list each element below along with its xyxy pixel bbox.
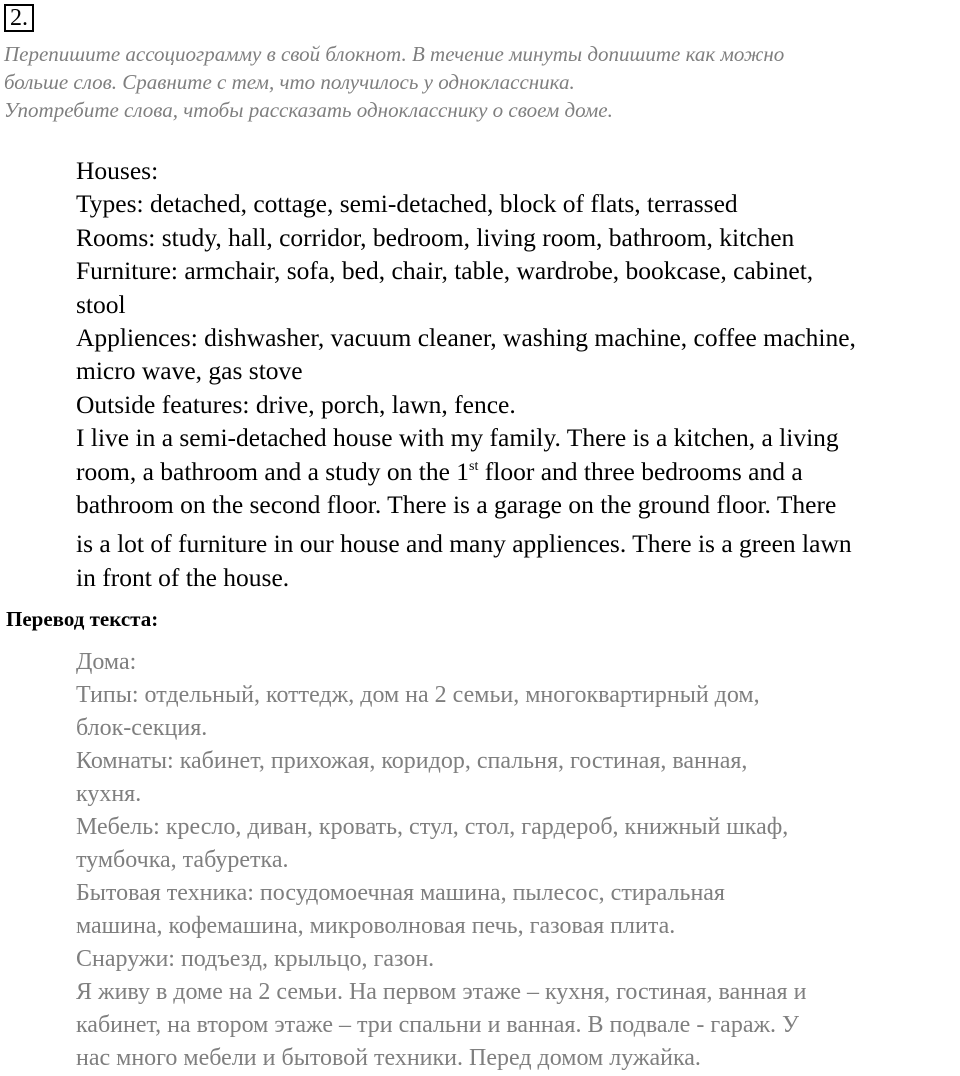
story-line: is a lot of furniture in our house and many appliences. There is a green lawn [76,529,852,559]
story-text: floor and three bedrooms and a [478,456,803,486]
translation-line: блок-секция. [76,715,208,741]
story-text: room, a bathroom and a study on the 1 [76,456,470,486]
translation-line: Мебель: кресло, диван, кровать, стул, стол, гардероб, книжный шкаф, [76,814,789,840]
russian-translation [76,646,960,1075]
translation-line: Дома: [76,649,137,675]
translation-line: Я живу в доме на 2 семьи. На первом этаже – кухня, гостиная, ванная и [76,979,807,1005]
appliances-line: Appliences: dishwasher, vacuum cleaner, washing machine, coffee machine, [76,323,856,353]
story-line: in front of the house. [76,562,290,592]
types-line: Types: detached, cottage, semi-detached, block of flats, terrassed [76,189,738,219]
translation-line: тумбочка, табуретка. [76,847,289,873]
translation-line: Снаружи: подъезд, крыльцо, газон. [76,946,435,972]
instruction-line: больше слов. Сравните с тем, что получилось у одноклассника. [4,70,575,94]
instruction-line: Перепишите ассоциограмму в свой блокнот. В течение минуты допишите как можно [4,42,785,66]
translation-line: Комнаты: кабинет, прихожая, коридор, спальня, гостиная, ванная, [76,748,748,774]
translation-line: машина, кофемашина, микроволновая печь, газовая плита. [76,913,676,939]
task-number-badge: 2. [4,4,34,32]
story-line [76,455,960,488]
instruction-line: Употребите слова, чтобы рассказать однокласснику о своем доме. [4,98,613,122]
story-line: bathroom on the second floor. There is a garage on the ground floor. There [76,490,837,520]
rooms-line: Rooms: study, hall, corridor, bedroom, living room, bathroom, kitchen [76,222,795,252]
translation-line: Типы: отдельный, коттедж, дом на 2 семьи, многоквартирный дом, [76,682,760,708]
story-line: I live in a semi-detached house with my family. There is a kitchen, a living [76,423,839,453]
houses-title: Houses: [76,156,159,185]
translation-heading: Перевод текста: [6,607,159,631]
translation-line: Бытовая техника: посудомоечная машина, пылесос, стиральная [76,880,725,906]
translation-line: нас много мебели и бытовой техники. Перед домом лужайка. [76,1045,701,1071]
furniture-line: Furniture: armchair, sofa, bed, chair, table, wardrobe, bookcase, cabinet, [76,256,814,286]
translation-line: кабинет, на втором этаже – три спальни и ванная. В подвале - гараж. У [76,1012,800,1038]
translation-line: кухня. [76,781,142,807]
outside-features-line: Outside features: drive, porch, lawn, fence. [76,389,516,419]
task-instructions [4,40,954,124]
ordinal-suffix: st [469,458,479,474]
furniture-line: stool [76,289,126,319]
appliances-line: micro wave, gas stove [76,356,303,386]
english-answer [76,154,960,594]
